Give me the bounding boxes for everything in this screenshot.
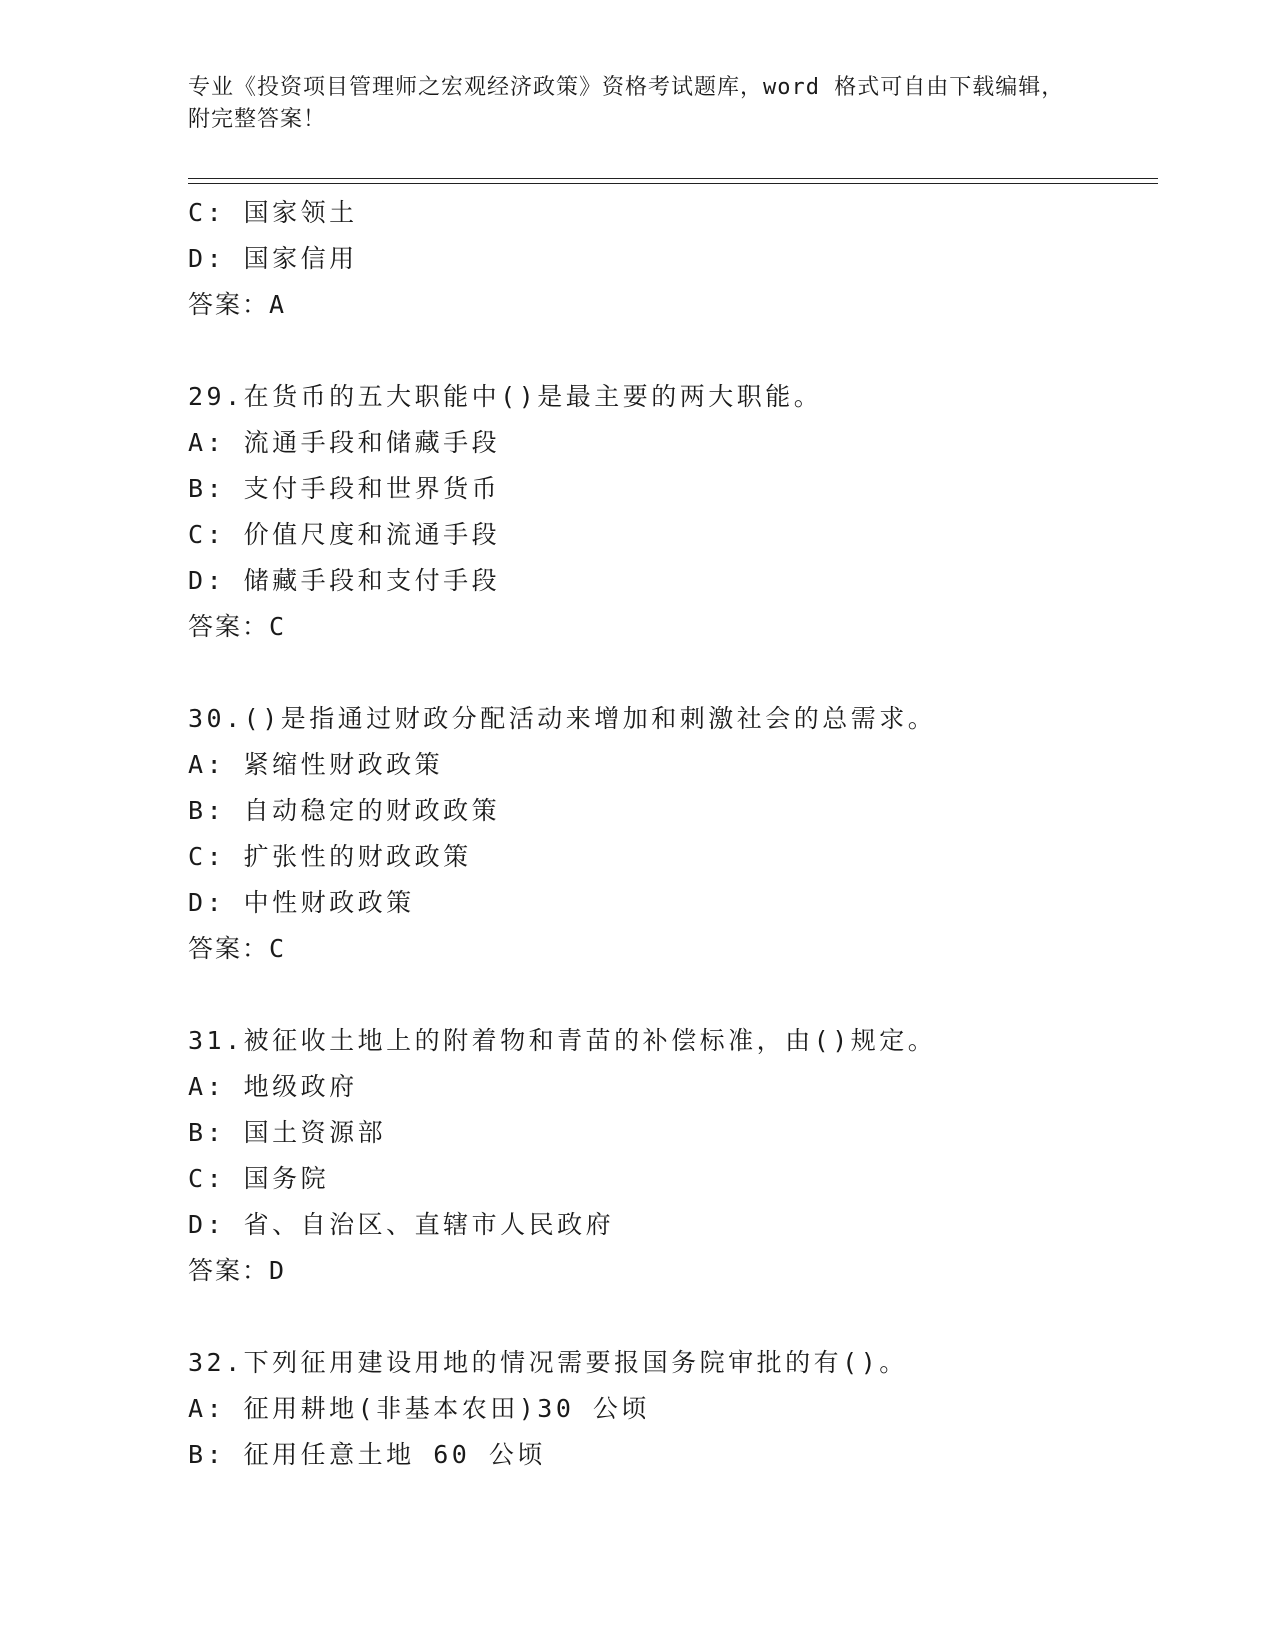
option-b: B: 自动稳定的财政政策 bbox=[188, 796, 501, 825]
option-c: C: 国家领土 bbox=[188, 198, 358, 227]
option-c: C: 扩张性的财政政策 bbox=[188, 842, 472, 871]
question-stem: 29.在货币的五大职能中()是最主要的两大职能。 bbox=[188, 382, 823, 411]
question-stem: 30.()是指通过财政分配活动来增加和刺激社会的总需求。 bbox=[188, 704, 937, 733]
answer-value: C bbox=[269, 612, 286, 641]
answer-line bbox=[188, 1248, 1148, 1294]
option-d: D: 国家信用 bbox=[188, 244, 358, 273]
option-b: B: 征用任意土地 60 公顷 bbox=[188, 1440, 546, 1469]
answer-line bbox=[188, 926, 1148, 972]
question-stem: 32.下列征用建设用地的情况需要报国务院审批的有()。 bbox=[188, 1348, 908, 1377]
option-a: A: 流通手段和储藏手段 bbox=[188, 428, 501, 457]
answer-label: 答案： bbox=[188, 612, 270, 641]
answer-value: C bbox=[269, 934, 286, 963]
option-b: B: 国土资源部 bbox=[188, 1118, 387, 1147]
answer-label: 答案： bbox=[188, 290, 270, 319]
answer-line bbox=[188, 282, 1148, 328]
answer-label: 答案： bbox=[188, 1256, 270, 1285]
answer-value: A bbox=[269, 290, 286, 319]
question-28-continuation bbox=[188, 190, 1148, 328]
question-29 bbox=[188, 374, 1148, 650]
option-d: D: 中性财政政策 bbox=[188, 888, 415, 917]
answer-label: 答案： bbox=[188, 934, 270, 963]
question-31 bbox=[188, 1018, 1148, 1294]
document-intro: 专业《投资项目管理师之宏观经济政策》资格考试题库，word 格式可自由下载编辑，附完整答案！ bbox=[188, 75, 1065, 132]
option-d: D: 储藏手段和支付手段 bbox=[188, 566, 501, 595]
option-c: C: 国务院 bbox=[188, 1164, 330, 1193]
answer-value: D bbox=[269, 1256, 286, 1285]
question-stem: 31.被征收土地上的附着物和青苗的补偿标准，由()规定。 bbox=[188, 1026, 937, 1055]
option-c: C: 价值尺度和流通手段 bbox=[188, 520, 501, 549]
option-b: B: 支付手段和世界货币 bbox=[188, 474, 501, 503]
answer-line bbox=[188, 604, 1148, 650]
question-30 bbox=[188, 696, 1148, 972]
question-list bbox=[188, 190, 1148, 1478]
option-a: A: 紧缩性财政政策 bbox=[188, 750, 444, 779]
question-32 bbox=[188, 1340, 1148, 1478]
option-a: A: 地级政府 bbox=[188, 1072, 358, 1101]
header-double-rule bbox=[188, 178, 1158, 184]
option-d: D: 省、自治区、直辖市人民政府 bbox=[188, 1210, 615, 1239]
option-a: A: 征用耕地(非基本农田)30 公顷 bbox=[188, 1394, 650, 1423]
